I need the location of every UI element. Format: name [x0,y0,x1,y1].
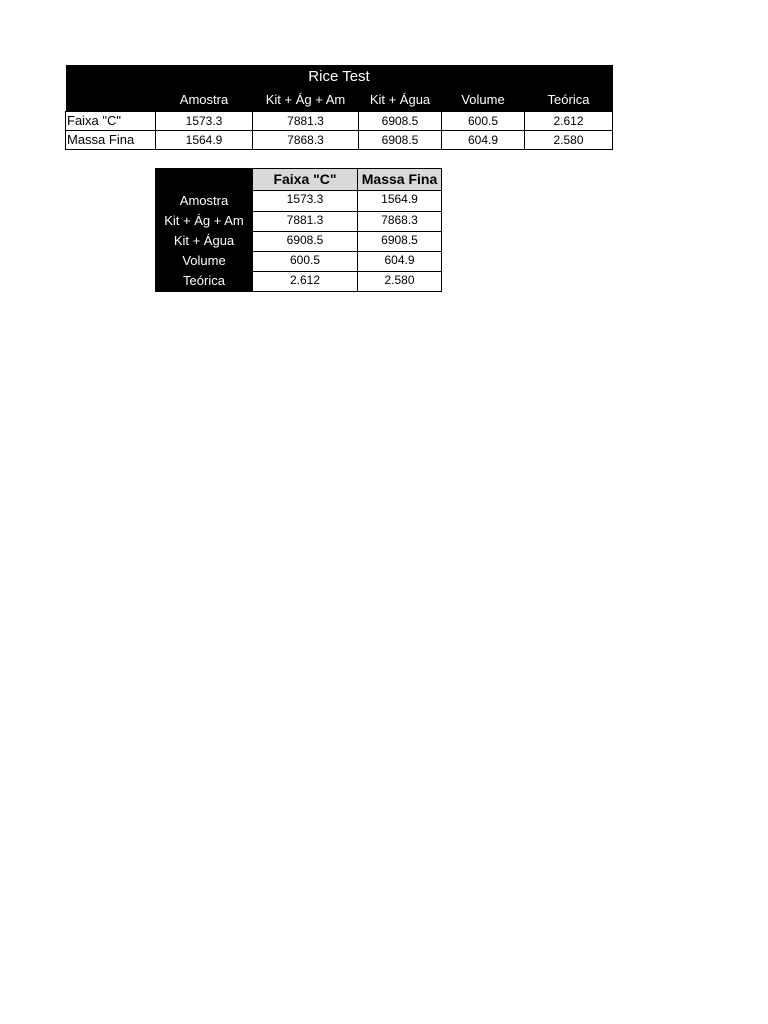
table-row [156,231,442,251]
cell: 604.9 [442,131,525,150]
cell: 2.612 [253,271,358,292]
cell: 7881.3 [253,112,359,131]
column-header-amostra: Amostra [156,89,253,112]
cell: 600.5 [253,251,358,271]
row-label: Faixa "C" [66,112,156,131]
column-header-massa-fina: Massa Fina [358,169,442,191]
cell: 7868.3 [253,131,359,150]
cell: 2.580 [525,131,613,150]
cell: 6908.5 [359,112,442,131]
row-header-amostra: Amostra [156,191,253,212]
table-row [66,131,613,150]
row-header-kit-agua: Kit + Água [156,231,253,251]
table-row [156,271,442,292]
cell: 2.612 [525,112,613,131]
column-header-volume: Volume [442,89,525,112]
row-header-volume: Volume [156,251,253,271]
table-row [156,191,442,212]
cell: 1564.9 [358,191,442,212]
cell: 6908.5 [253,231,358,251]
cell: 1573.3 [156,112,253,131]
table-row [156,211,442,231]
table-title: Rice Test [66,65,613,89]
column-header-empty [66,89,156,112]
table-row [156,251,442,271]
cell: 600.5 [442,112,525,131]
column-header-teorica: Teórica [525,89,613,112]
column-header-faixa-c: Faixa "C" [253,169,358,191]
cell: 1564.9 [156,131,253,150]
row-label: Massa Fina [66,131,156,150]
cell: 7868.3 [358,211,442,231]
corner-cell [156,169,253,191]
row-header-teorica: Teórica [156,271,253,292]
cell: 1573.3 [253,191,358,212]
column-header-kit-ag-am: Kit + Ág + Am [253,89,359,112]
row-header-kit-ag-am: Kit + Ág + Am [156,211,253,231]
table-row [66,112,613,131]
column-header-kit-agua: Kit + Água [359,89,442,112]
cell: 6908.5 [359,131,442,150]
cell: 604.9 [358,251,442,271]
rice-test-table [65,65,613,150]
cell: 7881.3 [253,211,358,231]
cell: 2.580 [358,271,442,292]
cell: 6908.5 [358,231,442,251]
transposed-table [155,168,442,292]
